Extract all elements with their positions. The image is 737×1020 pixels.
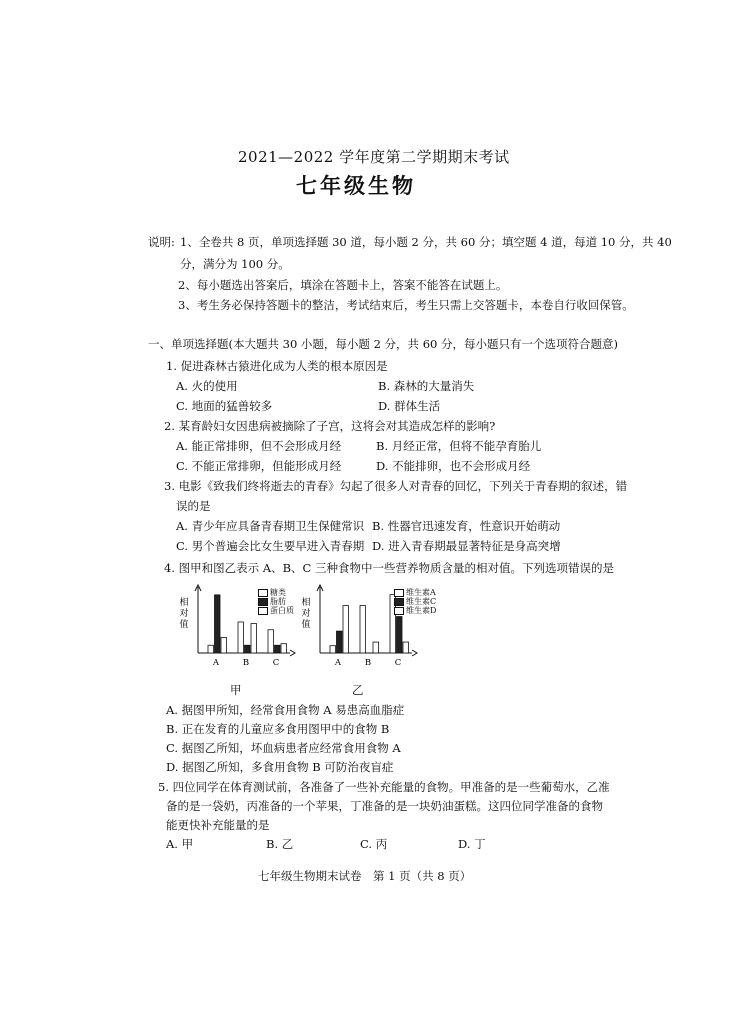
q1-option-b: B. 森林的大量消失 bbox=[378, 379, 475, 393]
y-axis-label-char: 相 bbox=[179, 598, 189, 608]
x-tick-label: A bbox=[212, 658, 220, 668]
q5-stem-cont2: 能更快补充能量的是 bbox=[166, 818, 270, 832]
bar bbox=[251, 624, 257, 653]
y-axis-label-char: 相 bbox=[301, 598, 311, 608]
legend-label: 脂肪 bbox=[270, 597, 286, 606]
q3-option-b: B. 性器官迅速发育，性意识开始萌动 bbox=[372, 519, 561, 533]
chart-yi-legend bbox=[394, 588, 436, 615]
bar bbox=[268, 630, 274, 653]
legend-label: 维生素D bbox=[406, 606, 437, 615]
legend-swatch bbox=[394, 598, 404, 606]
q5-stem: 5. 四位同学在体育测试前，各准备了一些补充能量的食物。甲准备的是一些葡萄水，乙准 bbox=[158, 780, 610, 794]
subject-title: 七年级生物 bbox=[296, 173, 416, 198]
legend-label: 蛋白质 bbox=[270, 606, 294, 615]
legend-item bbox=[258, 597, 294, 606]
q1-option-a: A. 火的使用 bbox=[176, 379, 238, 393]
x-tick-label: C bbox=[272, 658, 280, 668]
x-tick-label: C bbox=[394, 658, 402, 668]
q3-option-d: D. 进入青春期最显著特征是身高突增 bbox=[372, 539, 561, 553]
legend-swatch bbox=[394, 607, 404, 615]
y-axis-label-char: 对 bbox=[301, 609, 311, 619]
bar bbox=[330, 646, 336, 653]
chart-jia-caption: 甲 bbox=[230, 683, 242, 697]
q2-option-b: B. 月经正常，但将不能孕育胎儿 bbox=[376, 439, 542, 453]
x-axis-arrow bbox=[412, 650, 417, 656]
q4-option-a: A. 据图甲所知，经常食用食物 A 易患高血脂症 bbox=[166, 703, 405, 717]
bar bbox=[397, 617, 403, 653]
x-tick-label: B bbox=[242, 658, 250, 668]
y-axis-label-char: 对 bbox=[179, 609, 189, 619]
x-axis-arrow bbox=[290, 650, 295, 656]
instruction-1: 1、全卷共 8 页，单项选择题 30 道，每小题 2 分，共 60 分；填空题 4 道，每道 10 分，共 40 bbox=[180, 235, 672, 249]
legend-item bbox=[394, 606, 436, 615]
bar bbox=[337, 631, 343, 653]
chart-yi-caption: 乙 bbox=[352, 683, 364, 697]
q4-option-b: B. 正在发育的儿童应多食用图甲中的食物 B bbox=[166, 722, 390, 736]
instruction-3: 3、考生务必保持答题卡的整洁，考试结束后，考生只需上交答题卡，本卷自行收回保管。 bbox=[178, 298, 634, 312]
bar bbox=[215, 595, 221, 653]
q1-stem: 1. 促进森林古猿进化成为人类的根本原因是 bbox=[166, 359, 388, 373]
legend-label: 糖类 bbox=[270, 588, 286, 597]
exam-title: 2021—2022 学年度第二学期期末考试 bbox=[238, 148, 510, 166]
q3-stem-cont: 误的是 bbox=[176, 499, 211, 513]
bar bbox=[238, 622, 244, 653]
x-tick-label: B bbox=[364, 658, 372, 668]
bar bbox=[221, 638, 227, 654]
q5-option-c: C. 丙 bbox=[360, 837, 388, 851]
x-tick-label: A bbox=[334, 658, 342, 668]
q3-option-c: C. 男个普遍会比女生要早进入青春期 bbox=[176, 539, 365, 553]
q2-option-d: D. 不能排卵，也不会形成月经 bbox=[376, 459, 531, 473]
bar bbox=[403, 642, 409, 653]
q2-option-a: A. 能正常排卵，但不会形成月经 bbox=[176, 439, 342, 453]
bar bbox=[373, 642, 379, 653]
legend-item bbox=[258, 606, 294, 615]
section-heading: 一、单项选择题(本大题共 30 小题，每小题 2 分，共 60 分，每小题只有一个选项符合题意) bbox=[148, 337, 618, 351]
bar bbox=[275, 645, 281, 653]
q3-option-a: A. 青少年应具备青春期卫生保健常识 bbox=[176, 519, 365, 533]
q5-stem-cont: 备的是一袋奶，丙准备的一个苹果，丁准备的是一块奶油蛋糕。这四位同学准备的食物 bbox=[166, 799, 603, 813]
instruction-2: 2、每小题选出答案后，填涂在答题卡上，答案不能答在试题上。 bbox=[178, 278, 508, 292]
bar bbox=[343, 606, 349, 653]
legend-label: 维生素C bbox=[406, 597, 437, 606]
y-axis-label-char: 值 bbox=[179, 620, 189, 630]
page-footer: 七年级生物期末试卷 第 1 页（共 8 页） bbox=[258, 869, 472, 883]
q4-stem: 4. 图甲和图乙表示 A、B、C 三种食物中一些营养物质含量的相对值。下列选项错误的是 bbox=[164, 561, 614, 575]
instructions-label: 说明: bbox=[148, 235, 175, 249]
q2-stem: 2. 某育龄妇女因患病被摘除了子宫，这将会对其造成怎样的影响? bbox=[164, 419, 496, 433]
q5-option-d: D. 丁 bbox=[458, 837, 486, 851]
q1-option-c: C. 地面的猛兽较多 bbox=[176, 399, 273, 413]
q3-stem: 3. 电影《致我们终将逝去的青春》勾起了很多人对青春的回忆，下列关于青春期的叙述，错 bbox=[164, 479, 628, 493]
legend-swatch bbox=[258, 598, 268, 606]
legend-item bbox=[394, 597, 436, 606]
legend-item bbox=[258, 588, 294, 597]
bar bbox=[281, 644, 287, 653]
q4-option-c: C. 据图乙所知，坏血病患者应经常食用食物 A bbox=[166, 741, 401, 755]
q5-option-a: A. 甲 bbox=[166, 837, 194, 851]
q2-option-c: C. 不能正常排卵，但能形成月经 bbox=[176, 459, 342, 473]
instruction-1b: 分，满分为 100 分。 bbox=[180, 257, 290, 271]
legend-swatch bbox=[258, 607, 268, 615]
chart-jia-legend bbox=[258, 588, 294, 615]
bar bbox=[245, 645, 251, 653]
legend-swatch bbox=[258, 589, 268, 597]
legend-item bbox=[394, 588, 436, 597]
q5-option-b: B. 乙 bbox=[266, 837, 294, 851]
legend-label: 维生素A bbox=[406, 588, 436, 597]
bar bbox=[360, 606, 366, 653]
q1-option-d: D. 群体生活 bbox=[378, 399, 441, 413]
y-axis-label-char: 值 bbox=[301, 620, 311, 630]
q4-option-d: D. 据图乙所知，多食用食物 B 可防治夜盲症 bbox=[166, 760, 394, 774]
bar bbox=[208, 645, 214, 653]
legend-swatch bbox=[394, 589, 404, 597]
